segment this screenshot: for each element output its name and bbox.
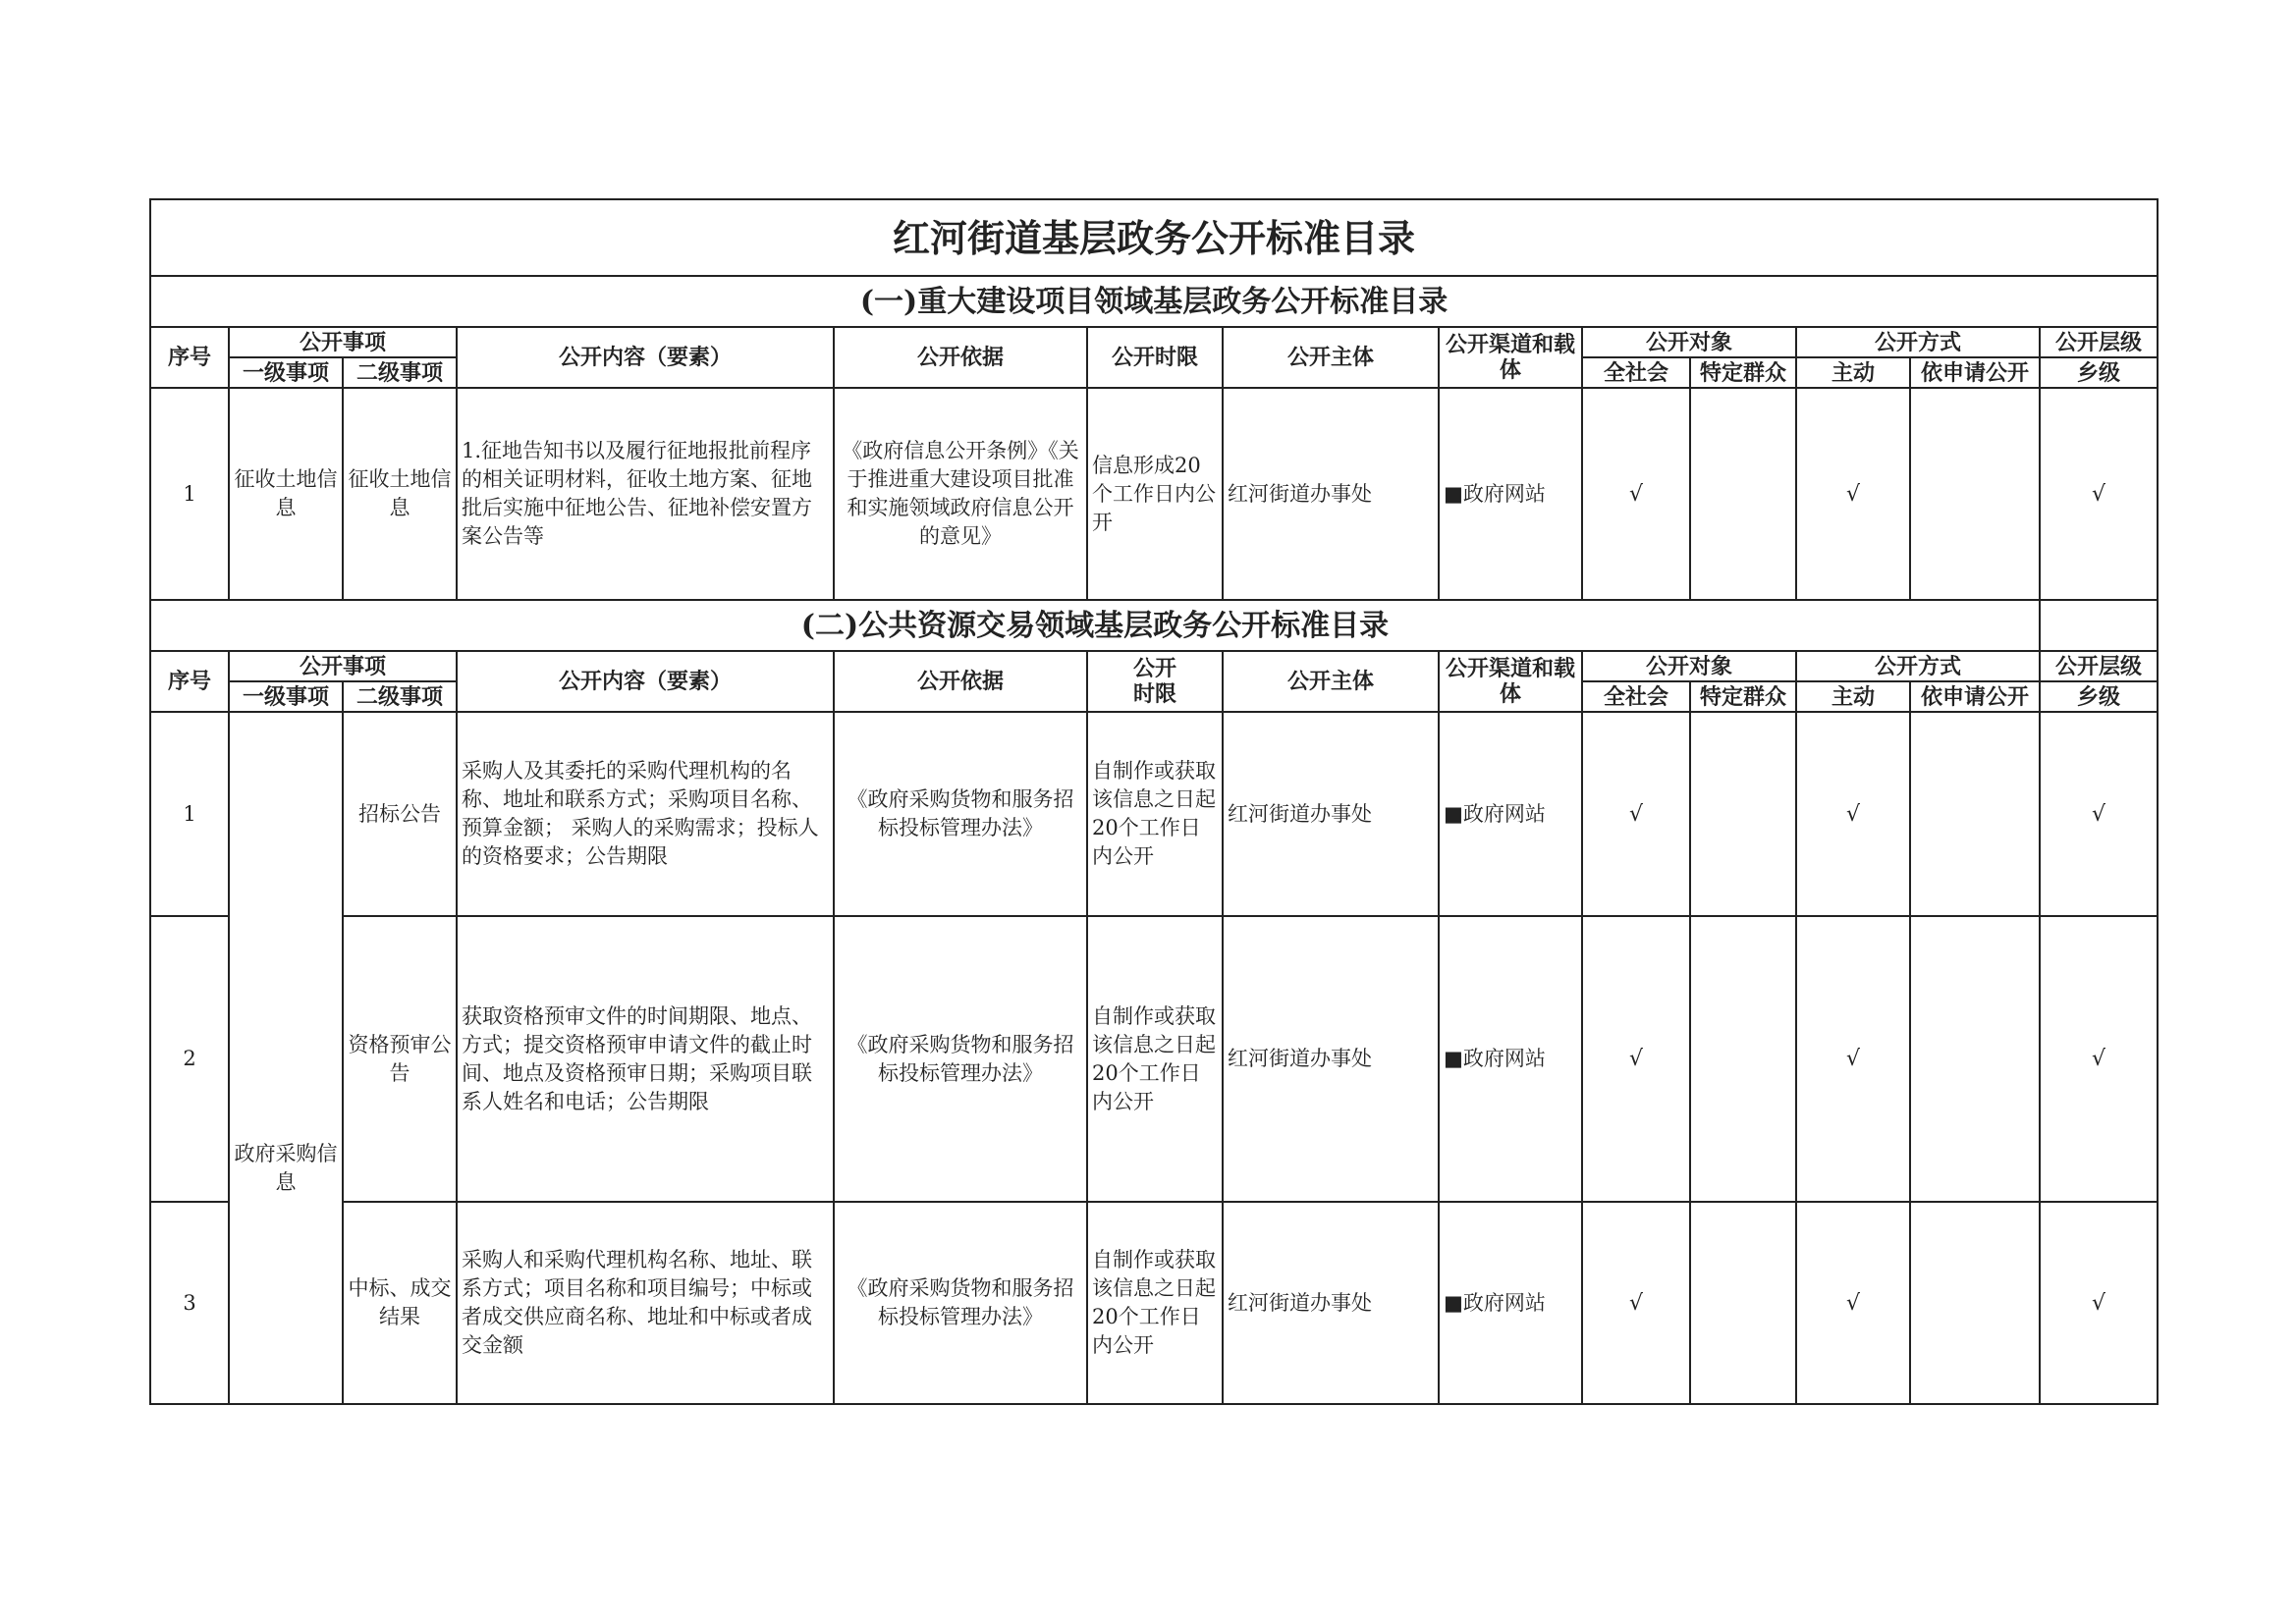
header-level: 公开层级 (2040, 651, 2158, 681)
cell-content: 获取资格预审文件的时间期限、地点、方式；提交资格预审申请文件的截止时间、地点及资格预审日期；采购项目联系人姓名和电话；公告期限 (457, 916, 834, 1202)
header-basis: 公开依据 (834, 651, 1087, 712)
header-time-limit: 公开时限 (1087, 327, 1223, 388)
cell-subject: 红河街道办事处 (1223, 388, 1439, 600)
header-method-apply: 依申请公开 (1910, 357, 2040, 388)
table-row (150, 1202, 2158, 1404)
cell-channel: ■政府网站 (1439, 712, 1582, 916)
cell-channel: ■政府网站 (1439, 916, 1582, 1202)
cell-seq: 1 (150, 388, 229, 600)
cell-seq: 1 (150, 712, 229, 916)
header-channel: 公开渠道和载体 (1439, 651, 1582, 712)
cell-target-all-check: √ (1582, 1202, 1690, 1404)
cell-method-active-check: √ (1796, 1202, 1910, 1404)
header-basis: 公开依据 (834, 327, 1087, 388)
section2-header-row (150, 651, 2158, 681)
table-row (150, 916, 2158, 1202)
cell-seq: 3 (150, 1202, 229, 1404)
section2-title: (二)公共资源交易领域基层政务公开标准目录 (150, 600, 2040, 651)
header-items: 公开事项 (229, 327, 457, 357)
header-level: 公开层级 (2040, 327, 2158, 357)
header-channel: 公开渠道和载体 (1439, 327, 1582, 388)
cell-subject: 红河街道办事处 (1223, 916, 1439, 1202)
cell-time: 自制作或获取该信息之日起20个工作日内公开 (1087, 916, 1223, 1202)
cell-target-all-check: √ (1582, 916, 1690, 1202)
section1-title: (一)重大建设项目领域基层政务公开标准目录 (150, 276, 2158, 327)
cell-level2: 招标公告 (343, 712, 457, 916)
cell-method-active-check: √ (1796, 388, 1910, 600)
cell-target-specific (1690, 712, 1796, 916)
header-content: 公开内容（要素） (457, 651, 834, 712)
cell-basis: 《政府信息公开条例》《关于推进重大建设项目批准和实施领域政府信息公开的意见》 (834, 388, 1087, 600)
cell-subject: 红河街道办事处 (1223, 1202, 1439, 1404)
cell-method-apply (1910, 1202, 2040, 1404)
cell-basis: 《政府采购货物和服务招标投标管理办法》 (834, 712, 1087, 916)
header-content: 公开内容（要素） (457, 327, 834, 388)
cell-basis: 《政府采购货物和服务招标投标管理办法》 (834, 916, 1087, 1202)
header-target-specific: 特定群众 (1690, 681, 1796, 712)
cell-level-township-check: √ (2040, 916, 2158, 1202)
cell-method-active-check: √ (1796, 712, 1910, 916)
header-level-township: 乡级 (2040, 357, 2158, 388)
cell-content: 采购人和采购代理机构名称、地址、联系方式；项目名称和项目编号；中标或者成交供应商名称、地址和中标或者成交金额 (457, 1202, 834, 1404)
cell-content: 采购人及其委托的采购代理机构的名称、地址和联系方式；采购项目名称、预算金额； 采购人的采购需求；投标人的资格要求；公告期限 (457, 712, 834, 916)
page-title: 红河街道基层政务公开标准目录 (150, 199, 2158, 276)
cell-target-specific (1690, 1202, 1796, 1404)
cell-target-all-check: √ (1582, 388, 1690, 600)
header-level1: 一级事项 (229, 681, 343, 712)
header-subject: 公开主体 (1223, 327, 1439, 388)
cell-level-township-check: √ (2040, 388, 2158, 600)
header-time-limit: 公开 时限 (1087, 651, 1223, 712)
header-level2: 二级事项 (343, 357, 457, 388)
table-row (150, 388, 2158, 600)
cell-level-township-check: √ (2040, 1202, 2158, 1404)
cell-method-active-check: √ (1796, 916, 1910, 1202)
cell-target-specific (1690, 388, 1796, 600)
cell-time: 自制作或获取该信息之日起20个工作日内公开 (1087, 712, 1223, 916)
header-method-active: 主动 (1796, 357, 1910, 388)
cell-method-apply (1910, 712, 2040, 916)
cell-level2: 资格预审公告 (343, 916, 457, 1202)
table-row (150, 712, 2158, 916)
cell-level-township-check: √ (2040, 712, 2158, 916)
header-items: 公开事项 (229, 651, 457, 681)
cell-content: 1.征地告知书以及履行征地报批前程序的相关证明材料，征收土地方案、征地批后实施中征地公告、征地补偿安置方案公告等 (457, 388, 834, 600)
cell-time: 信息形成20个工作日内公开 (1087, 388, 1223, 600)
header-level-township: 乡级 (2040, 681, 2158, 712)
header-subject: 公开主体 (1223, 651, 1439, 712)
cell-level1: 征收土地信息 (229, 388, 343, 600)
cell-level2: 征收土地信息 (343, 388, 457, 600)
header-target: 公开对象 (1582, 327, 1796, 357)
header-target: 公开对象 (1582, 651, 1796, 681)
cell-method-apply (1910, 916, 2040, 1202)
standard-catalog-document (149, 198, 2157, 1405)
cell-level2: 中标、成交结果 (343, 1202, 457, 1404)
section2-title-spacer (2040, 600, 2158, 651)
cell-seq: 2 (150, 916, 229, 1202)
cell-target-all-check: √ (1582, 712, 1690, 916)
cell-level1-merged: 政府采购信息 (229, 712, 343, 1404)
header-method: 公开方式 (1796, 651, 2040, 681)
cell-method-apply (1910, 388, 2040, 600)
header-method-active: 主动 (1796, 681, 1910, 712)
header-method: 公开方式 (1796, 327, 2040, 357)
cell-target-specific (1690, 916, 1796, 1202)
section1-header-row (150, 327, 2158, 357)
cell-basis: 《政府采购货物和服务招标投标管理办法》 (834, 1202, 1087, 1404)
header-method-apply: 依申请公开 (1910, 681, 2040, 712)
header-level1: 一级事项 (229, 357, 343, 388)
header-seq: 序号 (150, 327, 229, 388)
catalog-table (149, 198, 2159, 1405)
header-target-specific: 特定群众 (1690, 357, 1796, 388)
header-seq: 序号 (150, 651, 229, 712)
header-target-all: 全社会 (1582, 681, 1690, 712)
cell-channel: ■政府网站 (1439, 1202, 1582, 1404)
cell-subject: 红河街道办事处 (1223, 712, 1439, 916)
cell-time: 自制作或获取该信息之日起20个工作日内公开 (1087, 1202, 1223, 1404)
cell-channel: ■政府网站 (1439, 388, 1582, 600)
header-level2: 二级事项 (343, 681, 457, 712)
header-target-all: 全社会 (1582, 357, 1690, 388)
